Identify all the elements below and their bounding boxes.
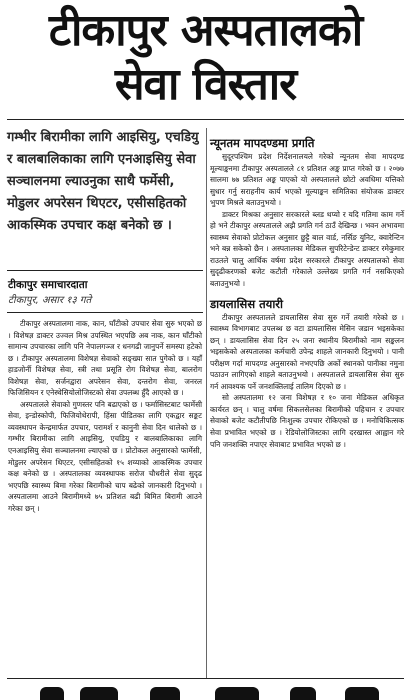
cropped-glyph xyxy=(80,687,118,700)
lead-summary: गम्भीर बिरामीका लागि आइसियु, एचडियु र बालबालिकाका लागि एनआइसियु सेवा सञ्चालनमा ल्याउनुका साथै फर्मेसी, मोडुलर अपरेसन थिएटर, एसीसहितको आकस्मिक उपचार कक्ष बनेको छ । xyxy=(7,130,199,233)
cropped-glyph xyxy=(345,687,379,700)
cropped-glyph xyxy=(40,687,64,700)
cropped-glyph xyxy=(150,687,180,700)
headline-line-2: सेवा विस्तार xyxy=(114,59,297,110)
body-paragraph: डाक्टर मिश्रका अनुसार सरकारले ब्लड थप्यो र यदि गतिमा काम गर्ने हो भने टीकापुर अस्पतालले अझै प्रगति गर्न ठाउँ देखिन्छ । भवन अभावमा स्वास्थ्य सेवाको प्रोटोकल अनुसार छुट्टै बाल वार्ड, नर्सिङ युनिट, क्वारेन्टिन भने बन्न सकेको छैन । अस्पतालका मेडिकल सुपरिटेन्डेन्ट डाक्टर रमेकुमार राउतले चालु आर्थिक वर्षमा प्रदेश सरकारले टीकापुर अस्पतालको सेवा सुदृढीकरणको बजेट कटौती गरेकाले उल्लेख्य प्रगति गर्न नसकिएको बताउनुभयो । xyxy=(210,209,404,289)
byline-date: टीकापुर, असार १३ गते xyxy=(8,295,92,306)
headline xyxy=(0,4,411,112)
headline-line-1: टीकापुर अस्पतालको xyxy=(48,5,363,56)
column-divider xyxy=(206,128,207,678)
byline-name: टीकापुर समाचारदाता xyxy=(8,279,88,291)
bottom-rule xyxy=(7,678,404,679)
body-paragraph: टीकापुर अस्पतालमा नाक, कान, घाँटीको उपचार सेवा सुरु भएको छ । विशेषज्ञ डाक्टर उज्वल मिश्र उपस्थित भएपछि अब नाक, कान घाँटीको सामान्य उपचारका लागि पनि नेपालगञ्ज र धनगढी जानुपर्ने समस्या हटेको छ । टीकापुर अस्पतालमा विशेषज्ञ सेवाको सङ्ख्या सात पुगेको छ । यहाँ हाडजोर्नी विशेषज्ञ सेवा, स्त्री तथा प्रसूति रोग विशेषज्ञ सेवा, बालरोग विशेषज्ञ सेवा, सर्जनद्वारा अपरेसन सेवा, दन्तरोग सेवा, जनरल फिजिसियन र एनेस्थेसियोलोजिस्टको सेवा उपलब्ध हुँदै आएको छ । xyxy=(8,319,202,398)
left-column xyxy=(8,318,202,514)
lead-divider xyxy=(7,270,203,271)
subheading-progress: न्यूनतम मापदण्डमा प्रगति xyxy=(210,136,315,150)
next-headline-cropped xyxy=(0,681,411,700)
body-paragraph: टीकापुर अस्पतालले डायलासिस सेवा सुरु गर्ने तयारी गरेको छ । स्वास्थ्य विभागबाट उपलब्ध छ वटा डायलासिस मेसिन जडान भइसकेका छन् । डायलासिस सेवा दिन २५ जना स्थानीय बिरामीको नाम सङ्कलन भइसकेको अस्पतालका कर्मचारी उपेन्द्र शाहले जानकारी दिनुभयो । पानी परीक्षण गर्दा मापदण्ड अनुसारको नभएपछि अर्को स्थानको पानीका नमुना पठाउन लागिएको शाहले बताउनुभयो । अस्पतालले डायलासिस सेवा सुरु गर्न आवश्यक पर्ने जनशक्तिलाई तालिम दिएको छ । xyxy=(210,312,404,391)
cropped-glyph xyxy=(290,687,316,700)
right-column xyxy=(210,135,404,450)
cropped-glyph xyxy=(215,687,259,700)
headline-rule xyxy=(7,119,404,120)
byline xyxy=(8,278,204,306)
body-paragraph: सो अस्पतालमा १२ जना विशेषज्ञ र १० जना मेडिकल अधिकृत कार्यरत छन् । चालु वर्षमा सिकलसेलका बिरामीको पहिचान र उपचार सेवाको बजेट कटौतीपछि निःशुल्क उपचार रोकिएको छ । मनोचिकित्सक सेवा प्रभावित भएको छ । रेडियोलोजिस्टका लागि दरखास्त आह्वान गरे पनि जनशक्ति नपाएर सेवाबाट प्रभावित भएको छ । xyxy=(210,393,404,449)
byline-divider xyxy=(7,312,203,313)
body-paragraph: अस्पतालले सेवाको गुणस्तर पनि बढाएको छ । फर्मासिस्टबाट फार्मेसी सेवा, इन्डोस्कोपी, फिजियोथेरापी, हिंसा पीडितका लागि एकद्वार सङ्कट व्यवस्थापन केन्द्रमार्फत उपचार, परामर्श र कानुनी सेवा दिन थालेको छ । गम्भीर बिरामीका लागि आइसियु, एचडियु र बालबालिकाका लागि एनआइसियु सेवा सञ्चालनमा ल्याएको छ । प्रोटोकल अनुसारको फार्मेसी, मोडुलर अपरेसन थिएटर, एसीसहितको १५ शय्याको आकस्मिक उपचार कक्ष बनेको छ । अस्पतालका व्यवस्थापक सरोज चौधरीले सेवा सुदृढ भएपछि स्वास्थ्य बिमा गरेका बिरामीको चाप बढेको जानकारी दिनुभयो । अस्पतालमा आउने बिरामीमध्ये ७५ प्रतिशत बढी बिमित बिरामी आउने गरेका छन् । xyxy=(8,399,202,513)
subheading-dialysis: डायलासिस तयारी xyxy=(210,296,283,311)
body-paragraph: सुदूरपश्चिम प्रदेश निर्देशनालयले गरेको न्यूनतम सेवा मापदण्ड मूल्याङ्कनमा टीकापुर अस्पतालले ८१ प्रतिशत अङ्क प्राप्त गरेको छ । २०७७ सालमा ७७ प्रतिशत अङ्क पाएको यो अस्पतालले छोटो अवधिमा यत्तिको सुधार गर्नु सराहनीय कार्य भएको मूल्याङ्कन समितिका संयोजक डाक्टर भुपण मिश्रले बताउनुभयो । xyxy=(210,152,404,208)
